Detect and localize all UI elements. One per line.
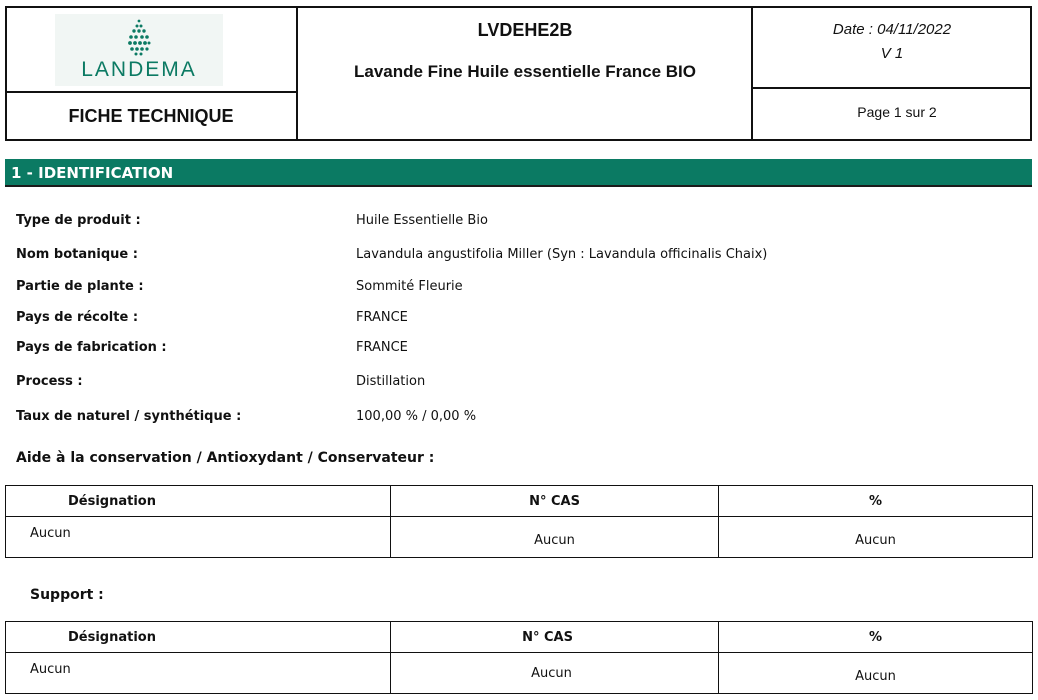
section-bar-identification	[5, 159, 1032, 187]
field-label-type: Type de produit :	[16, 213, 141, 228]
droplet-logo-icon	[121, 18, 157, 58]
field-value-type: Huile Essentielle Bio	[356, 213, 488, 228]
column-header-percent: %	[719, 622, 1033, 653]
field-value-harvest-country: FRANCE	[356, 310, 408, 325]
table-row	[6, 517, 1033, 558]
cell-cas: Aucun	[391, 653, 719, 694]
field-value-process: Distillation	[356, 374, 426, 389]
field-value-manufacture-country: FRANCE	[356, 340, 408, 355]
column-header-cas: N° CAS	[391, 486, 719, 517]
document-type: FICHE TECHNIQUE	[68, 106, 234, 126]
support-heading: Support :	[30, 587, 104, 603]
company-logo	[55, 14, 223, 86]
cell-cas: Aucun	[391, 517, 719, 558]
logo-wordmark: LANDEMA	[81, 58, 197, 81]
table-row	[6, 653, 1033, 694]
conservation-heading: Aide à la conservation / Antioxydant / Conservateur :	[16, 450, 435, 466]
field-label-natural-rate: Taux de naturel / synthétique :	[16, 409, 242, 424]
header-divider-date	[751, 87, 1032, 89]
document-version: V 1	[880, 45, 904, 62]
field-label-plant-part: Partie de plante :	[16, 279, 144, 294]
field-label-harvest-country: Pays de récolte :	[16, 310, 139, 325]
column-header-percent: %	[719, 486, 1033, 517]
cell-designation: Aucun	[6, 653, 391, 694]
table-header-row	[6, 622, 1033, 653]
document-date: Date : 04/11/2022	[832, 21, 952, 38]
column-header-designation: Désignation	[6, 486, 391, 517]
column-header-cas: N° CAS	[391, 622, 719, 653]
cell-percent: Aucun	[719, 517, 1033, 558]
field-label-manufacture-country: Pays de fabrication :	[16, 340, 167, 355]
cell-percent: Aucun	[719, 653, 1033, 694]
cell-designation: Aucun	[6, 517, 391, 558]
product-title: Lavande Fine Huile essentielle France BIO	[353, 62, 696, 81]
field-label-botanical: Nom botanique :	[16, 247, 138, 262]
support-table	[5, 621, 1033, 694]
table-header-row	[6, 486, 1033, 517]
page-number: Page 1 sur 2	[857, 104, 937, 120]
header-divider-logo	[5, 91, 297, 93]
conservation-table	[5, 485, 1033, 558]
column-header-designation: Désignation	[6, 622, 391, 653]
field-label-process: Process :	[16, 374, 83, 389]
field-value-natural-rate: 100,00 % / 0,00 %	[356, 409, 477, 424]
field-value-botanical: Lavandula angustifolia Miller (Syn : Lavandula officinalis Chaix)	[356, 247, 768, 262]
field-value-plant-part: Sommité Fleurie	[356, 279, 463, 294]
product-code: LVDEHE2B	[477, 20, 573, 40]
section-title: 1 - IDENTIFICATION	[11, 164, 174, 182]
